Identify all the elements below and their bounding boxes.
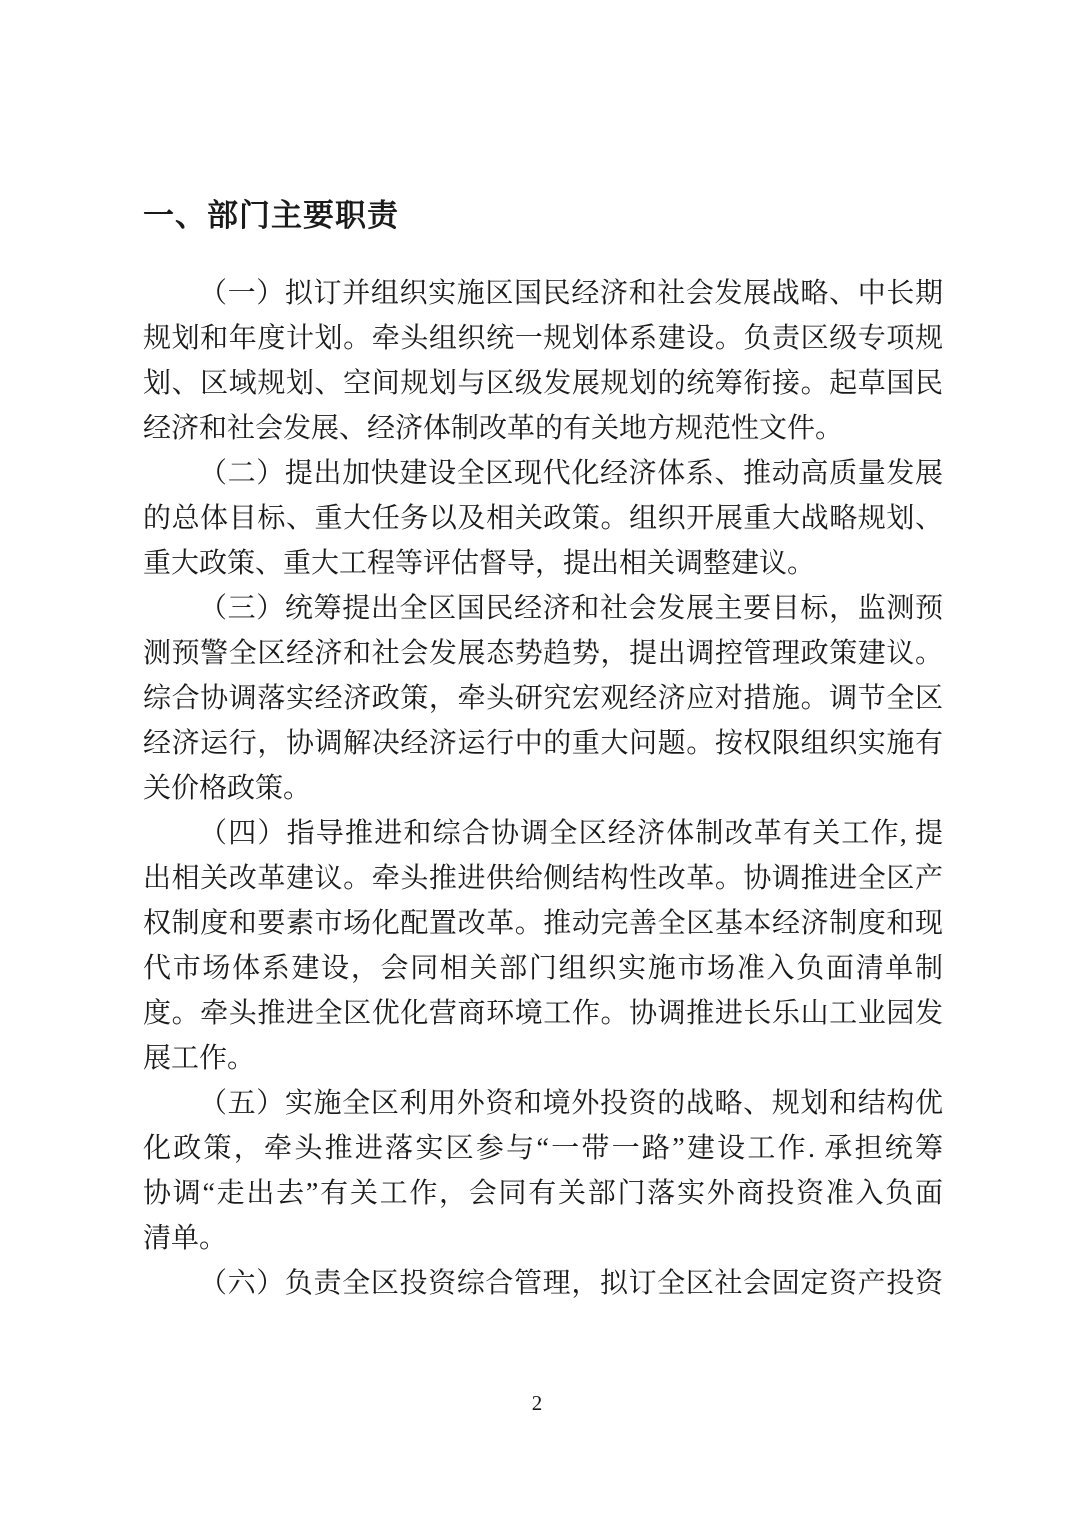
paragraph-line: （四）指导推进和综合协调全区经济体制改革有关工作, 提 <box>199 818 943 849</box>
section-title: 一、部门主要职责 <box>143 198 399 233</box>
paragraph <box>143 811 943 1081</box>
paragraph-line: 化政策，牵头推进落实区参与“一带一路”建设工作. 承担统筹 <box>143 1133 943 1164</box>
paragraph-line: 出相关改革建议。牵头推进供给侧结构性改革。协调推进全区产 <box>143 863 943 894</box>
paragraph <box>143 1081 943 1261</box>
paragraph-line: 的总体目标、重大任务以及相关政策。组织开展重大战略规划、 <box>143 503 943 534</box>
paragraph-line: 划、区域规划、空间规划与区级发展规划的统筹衔接。起草国民 <box>143 368 943 399</box>
paragraph-line: 关价格政策。 <box>143 773 312 804</box>
paragraph-line: 协调“走出去”有关工作，会同有关部门落实外商投资准入负面 <box>143 1178 943 1209</box>
paragraph-line: 度。牵头推进全区优化营商环境工作。协调推进长乐山工业园发 <box>143 998 943 1029</box>
paragraph <box>143 271 943 451</box>
document-content <box>143 193 943 1306</box>
paragraph-line: 测预警全区经济和社会发展态势趋势，提出调控管理政策建议。 <box>143 638 943 669</box>
document-body <box>143 271 943 1306</box>
paragraph-line: 经济和社会发展、经济体制改革的有关地方规范性文件。 <box>143 413 844 444</box>
page-number: 2 <box>531 1391 543 1415</box>
paragraph-line: 清单。 <box>143 1223 228 1254</box>
paragraph-line: 展工作。 <box>143 1043 256 1074</box>
paragraph-line: 规划和年度计划。牵头组织统一规划体系建设。负责区级专项规 <box>143 323 943 354</box>
paragraph-line: 权制度和要素市场化配置改革。推动完善全区基本经济制度和现 <box>143 908 943 939</box>
paragraph-line: 代市场体系建设，会同相关部门组织实施市场准入负面清单制 <box>143 953 943 984</box>
paragraph-line: （五）实施全区利用外资和境外投资的战略、规划和结构优 <box>199 1088 943 1119</box>
paragraph-line: （六）负责全区投资综合管理，拟订全区社会固定资产投资 <box>199 1268 943 1299</box>
paragraph <box>143 1261 943 1306</box>
paragraph-line: 经济运行，协调解决经济运行中的重大问题。按权限组织实施有 <box>143 728 943 759</box>
paragraph-line: （一）拟订并组织实施区国民经济和社会发展战略、中长期 <box>199 278 943 309</box>
paragraph-line: （二）提出加快建设全区现代化经济体系、推动高质量发展 <box>199 458 943 489</box>
paragraph <box>143 451 943 586</box>
paragraph-line: 综合协调落实经济政策，牵头研究宏观经济应对措施。调节全区 <box>143 683 943 714</box>
paragraph-line: 重大政策、重大工程等评估督导，提出相关调整建议。 <box>143 548 816 579</box>
paragraph <box>143 586 943 811</box>
paragraph-line: （三）统筹提出全区国民经济和社会发展主要目标，监测预 <box>199 593 943 624</box>
